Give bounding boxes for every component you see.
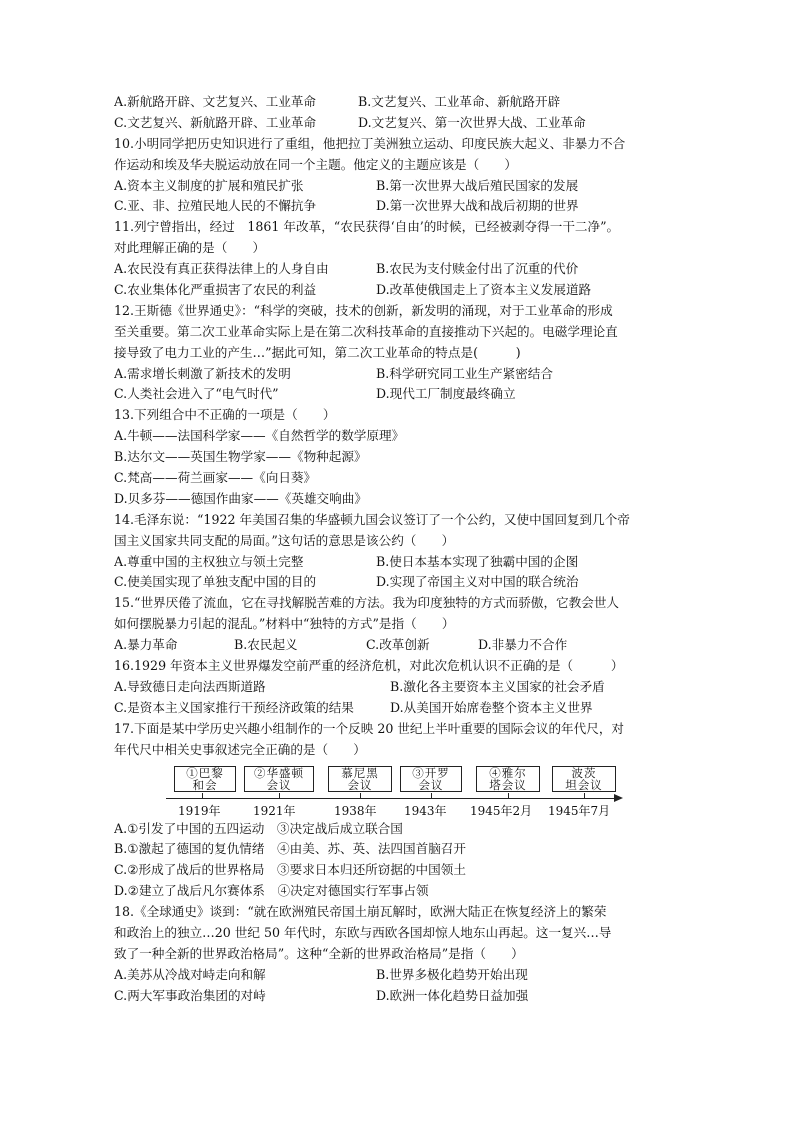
timeline-tick [508, 793, 509, 799]
q12-stem-line-2: 至关重要。第二次工业革命实际上是在第二次科技革命的直接推动下兴起的。电磁学理论直 [114, 323, 618, 339]
timeline-box-line2: 和会 [192, 778, 218, 792]
timeline-box-paris [174, 766, 236, 792]
q12-option-b: B.科学研究同工业生产紧密结合 [376, 365, 553, 381]
q16-option-b: B.激化各主要资本主义国家的社会矛盾 [390, 678, 605, 694]
timeline-box-line2: 塔会议 [489, 778, 527, 792]
q11-option-a: A.农民没有真正获得法律上的人身自由 [114, 261, 329, 277]
q13-option-a: A.牛顿——法国科学家——《自然哲学的数学原理》 [114, 428, 405, 444]
timeline-box-line1: 慕尼黑 [341, 765, 379, 780]
q16-stem: 16.1929 年资本主义世界爆发空前严重的经济危机，对此次危机认识不正确的是（ ） [114, 658, 624, 674]
q18-stem-line-2: 和政治上的独立…20 世纪 50 年代时，东欧与西欧各国却惊人地东山再起。这一复兴…导 [114, 924, 612, 940]
exam-page [114, 92, 688, 1007]
q9-option-b: B.文艺复兴、工业革命、新航路开辟 [358, 94, 561, 109]
q14-option-b: B.使日本基本实现了独霸中国的企图 [376, 553, 579, 569]
q17-timeline [114, 763, 688, 819]
timeline-box-line1: ①巴黎 [186, 765, 224, 780]
q12-options-row-1 [114, 364, 688, 385]
timeline-box-line1: 波茨 [571, 765, 597, 780]
timeline-tick [360, 793, 361, 799]
q17-option-c: C.②形成了战后的世界格局 ③要求日本归还所窃据的中国领土 [114, 862, 466, 878]
q13-option-c: C.梵高——荷兰画家——《向日葵》 [114, 470, 317, 486]
q12-stem-line-1: 12.王斯德《世界通史》：“科学的突破，技术的创新，新发明的涌现，对于工业革命的形成 [114, 302, 613, 318]
q15-option-d: D.非暴力不合作 [478, 637, 568, 653]
q16-option-a: A.导致德日走向法西斯道路 [114, 678, 266, 694]
timeline-year: 1919年 [178, 803, 221, 818]
timeline-box-line1: ③开罗 [412, 765, 450, 780]
timeline-box-munich [328, 766, 392, 792]
q12-option-c: C.人类社会进入了“电气时代” [114, 386, 279, 402]
timeline-tick [584, 793, 585, 799]
timeline-year: 1938年 [334, 803, 377, 818]
q9-option-d: D.文艺复兴、第一次世界大战、工业革命 [358, 114, 586, 130]
timeline-tick [279, 793, 280, 799]
q17-stem-line-1: 17.下面是某中学历史兴趣小组制作的一个反映 20 世纪上半叶重要的国际会议的年代尺，对 [114, 720, 625, 736]
q10-option-d: D.第一次世界大战和战后初期的世界 [376, 198, 579, 214]
q10-option-c: C.亚、非、拉殖民地人民的不懈抗争 [114, 198, 317, 214]
q18-options-row-1 [114, 965, 688, 986]
q11-option-b: B.农民为支付赎金付出了沉重的代价 [376, 261, 579, 277]
q14-option-c: C.使美国实现了单独支配中国的目的 [114, 574, 317, 590]
timeline-tick [202, 793, 203, 799]
q16-option-c: C.是资本主义国家推行干预经济政策的结果 [114, 699, 354, 715]
q12-option-a: A.需求增长刺激了新技术的发明 [114, 365, 291, 381]
timeline-box-cairo [400, 766, 462, 792]
timeline-year: 1945年2月 [470, 803, 533, 818]
q11-options-row-2 [114, 280, 688, 301]
q16-options-row-2 [114, 698, 688, 719]
q18-stem-line-3: 致了一种全新的世界政治格局”。这种“全新的世界政治格局”是指（ ） [114, 945, 524, 961]
q9-options-row-2 [114, 113, 688, 134]
q12-stem-line-3: 接导致了电力工业的产生…”据此可知，第二次工业革命的特点是( ) [114, 344, 521, 360]
timeline-box-yalta [476, 766, 540, 792]
q15-stem-line-2: 如何摆脱暴力引起的混乱。”材料中“独特的方式”是指（ ） [114, 616, 455, 632]
q14-options-row-2 [114, 572, 688, 593]
q13-option-d: D.贝多芬——德国作曲家——《英雄交响曲》 [114, 490, 367, 506]
q17-option-d: D.②建立了战后凡尔赛体系 ④决定对德国实行军事占领 [114, 883, 429, 899]
q14-stem-line-1: 14.毛泽东说：“1922 年美国召集的华盛顿九国会议签订了一个公约，又使中国回复到几个帝 [114, 511, 630, 527]
timeline-box-potsdam [552, 766, 616, 792]
q17-stem-line-2: 年代尺中相关史事叙述完全正确的是（ ） [114, 741, 366, 757]
q12-option-d: D.现代工厂制度最终确立 [376, 386, 516, 402]
timeline-box-line1: ②华盛顿 [254, 765, 304, 780]
q11-option-d: D.改革使俄国走上了资本主义发展道路 [376, 282, 592, 298]
q10-option-a: A.资本主义制度的扩展和殖民扩张 [114, 177, 304, 193]
q14-option-a: A.尊重中国的主权独立与领土完整 [114, 553, 304, 569]
timeline-box-washington [244, 766, 314, 792]
q15-stem-line-1: 15.“世界厌倦了流血，它在寻找解脱苦难的方法。我为印度独特的方式而骄傲，它教会世人 [114, 595, 620, 611]
timeline-tick [431, 793, 432, 799]
q15-options-row [114, 635, 688, 656]
timeline-box-line2: 会议 [266, 778, 292, 792]
q15-option-b: B.农民起义 [234, 637, 298, 653]
timeline-box-line2: 会议 [347, 778, 373, 792]
q17-option-a: A.①引发了中国的五四运动 ③决定战后成立联合国 [114, 820, 403, 836]
q10-options-row-1 [114, 176, 688, 197]
q18-stem-line-1: 18.《全球通史》谈到：“就在欧洲殖民帝国土崩瓦解时，欧洲大陆正在恢复经济上的繁荣 [114, 904, 607, 920]
timeline-axis [166, 798, 616, 799]
q17-option-b: B.①激起了德国的复仇情绪 ④由美、苏、英、法四国首脑召开 [114, 841, 466, 857]
q18-options-row-2 [114, 986, 688, 1007]
q18-option-d: D.欧洲一体化趋势日益加强 [376, 987, 529, 1003]
q9-option-a: A.新航路开辟、文艺复兴、工业革命 [114, 94, 317, 109]
q15-option-c: C.改革创新 [366, 637, 430, 653]
q14-options-row-1 [114, 552, 688, 573]
timeline-box-line2: 会议 [418, 778, 444, 792]
q10-options-row-2 [114, 196, 688, 217]
timeline-year: 1943年 [404, 803, 447, 818]
q12-options-row-2 [114, 384, 688, 405]
q11-stem-line-2: 对此理解正确的是（ ） [114, 240, 266, 256]
q10-stem-line-2: 作运动和埃及华夫脱运动放在同一个主题。他定义的主题应该是（ ） [114, 156, 517, 172]
timeline-box-line1: ④雅尔 [489, 765, 527, 780]
q11-stem-line-1: 11.列宁曾指出，经过 1861 年改革，“农民获得‘自由’的时候，已经被剥夺得一干二净”。 [114, 219, 620, 235]
timeline-year: 1921年 [253, 803, 296, 818]
q9-options-row-1 [114, 92, 688, 113]
timeline-arrow-icon [614, 794, 623, 802]
q14-stem-line-2: 国主义国家共同支配的局面。”这句话的意思是该公约（ ） [114, 532, 455, 548]
q13-option-b: B.达尔文——英国生物学家——《物种起源》 [114, 449, 367, 465]
q10-option-b: B.第一次世界大战后殖民国家的发展 [376, 177, 579, 193]
timeline-box-line2: 坦会议 [565, 778, 603, 792]
q10-stem-line-1: 10.小明同学把历史知识进行了重组，他把拉丁美洲独立运动、印度民族大起义、非暴力不合 [114, 135, 626, 151]
q11-option-c: C.农业集体化严重损害了农民的利益 [114, 282, 317, 298]
timeline-year: 1945年7月 [548, 803, 611, 818]
q14-option-d: D.实现了帝国主义对中国的联合统治 [376, 574, 579, 590]
q9-option-c: C.文艺复兴、新航路开辟、工业革命 [114, 114, 317, 130]
q15-option-a: A.暴力革命 [114, 637, 178, 653]
q11-options-row-1 [114, 259, 688, 280]
q13-stem: 13.下列组合中不正确的一项是（ ） [114, 407, 336, 423]
q18-option-b: B.世界多极化趋势开始出现 [376, 966, 528, 982]
q18-option-c: C.两大军事政治集团的对峙 [114, 987, 266, 1003]
q16-options-row-1 [114, 677, 688, 698]
q18-option-a: A.美苏从冷战对峙走向和解 [114, 966, 266, 982]
q16-option-d: D.从美国开始席卷整个资本主义世界 [390, 699, 593, 715]
